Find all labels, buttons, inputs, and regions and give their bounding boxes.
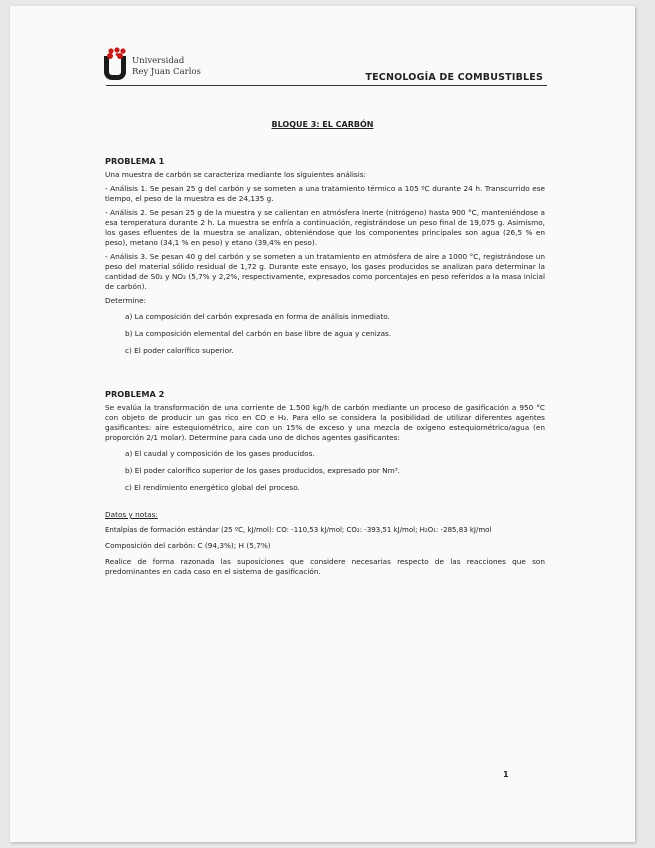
analysis-2: - Análisis 2. Se pesan 25 g de la muestra y se calientan en atmósfera inerte (nitrógeno) hasta 900 °C, manteniéndose a esa temperatura durante 2 h. La muestra se enfría a continuación, registrándose un peso final de 19,075 g. Asimismo, los gases efluentes de la muestra se analizan, obteniéndose que los componentes principales son agua (26,5 % en peso), metano (34,1 % en peso) y etano (39,4% en peso).	[105, 208, 545, 247]
problem-1-item: c) El poder calorífico superior.	[125, 346, 234, 355]
university-line1: Universidad	[132, 56, 185, 66]
page-number: 1	[503, 770, 509, 779]
university-line2: Rey Juan Carlos	[132, 67, 201, 77]
block-title: BLOQUE 3: EL CARBÓN	[271, 120, 374, 129]
problem-2-title: PROBLEMA 2	[105, 389, 165, 399]
course-title: TECNOLOGÍA DE COMBUSTIBLES	[365, 72, 543, 83]
enthalpies-line: Entalpías de formación estándar (25 ºC, kJ/mol): CO: -110,53 kJ/mol; CO₂: -393,51 kJ/mol; H₂O₁: -285,83 kJ/mol	[105, 526, 492, 534]
document-page	[10, 6, 635, 842]
problem-2-item: c) El rendimiento energético global del proceso.	[125, 483, 300, 492]
problem-1-intro: Una muestra de carbón se caracteriza mediante los siguientes análisis:	[105, 170, 367, 179]
analysis-1: - Análisis 1. Se pesan 25 g del carbón y se someten a una tratamiento térmico a 105 ºC durante 24 h. Transcurrido ese tiempo, el peso de la muestra es de 24,135 g.	[105, 184, 545, 203]
problem-1-item: b) La composición elemental del carbón en base libre de agua y cenizas.	[125, 329, 392, 338]
problem-1	[105, 156, 545, 356]
determine-label: Determine:	[105, 296, 147, 305]
problem-2	[105, 389, 545, 577]
problem-2-item: b) El poder calorífico superior de los gases producidos, expresado por Nm³.	[125, 466, 400, 475]
problem-2-intro: Se evalúa la transformación de una corriente de 1.500 kg/h de carbón mediante un proceso de gasificación a 950 °C con objeto de producir un gas rico en CO e H₂. Para ello se considera la posibilidad de utilizar diferentes agentes gasificantes: aire estequiométrico, aire con un 15% de exceso y una mezcla de oxígeno estequiométrico/agua (en proporción 2/1 molar). Determine para cada uno de dichos agentes gasificantes:	[105, 403, 545, 442]
university-logo	[104, 46, 214, 86]
logo-u-icon	[104, 56, 126, 80]
university-name	[132, 56, 201, 78]
problem-1-title: PROBLEMA 1	[105, 156, 165, 166]
analysis-3: - Análisis 3. Se pesan 40 g del carbón y se someten a un tratamiento en atmósfera de aire a 1000 °C, registrándose un peso del material sólido residual de 1,72 g. Durante este ensayo, los gases producidos se analizan para determinar la cantidad de S0₂ y NO₂ (5,7% y 2,2%, respectivamente, expresados como porcentajes en peso referidos a la masa inicial de carbón).	[105, 252, 545, 291]
problem-2-item: a) El caudal y composición de los gases producidos.	[125, 449, 315, 458]
data-notes-title: Datos y notas:	[105, 510, 158, 519]
coal-composition: Composición del carbón: C (94,3%); H (5,7%)	[105, 541, 271, 550]
problem-1-item: a) La composición del carbón expresada en forma de análisis inmediato.	[125, 312, 390, 321]
header-divider	[106, 85, 547, 86]
reasoning-note: Realice de forma razonada las suposiciones que considere necesarias respecto de las reacciones que son predominantes en cada caso en el sistema de gasificación.	[105, 557, 545, 576]
